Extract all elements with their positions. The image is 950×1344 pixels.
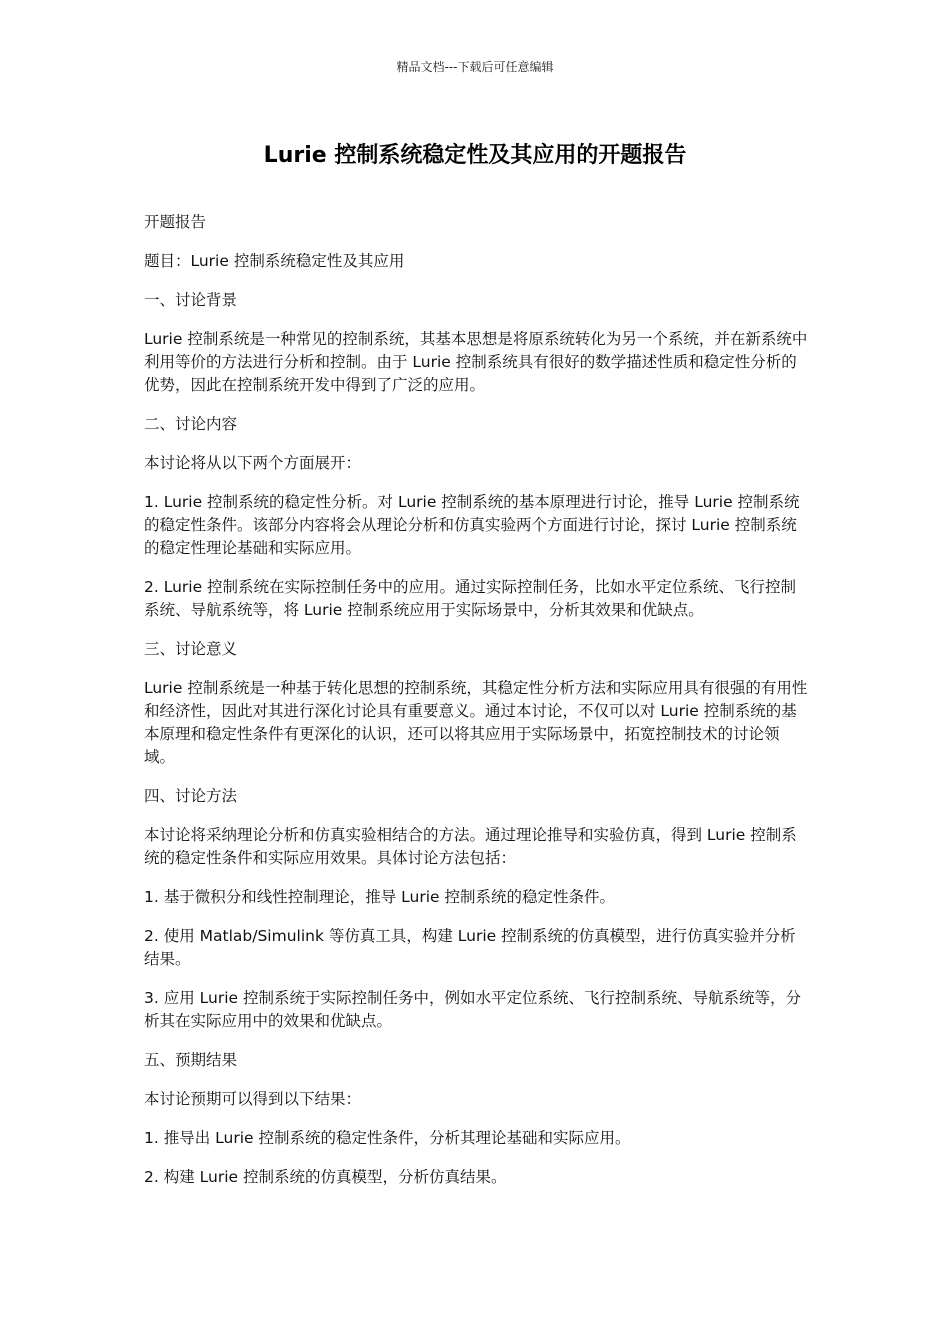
paragraph-results-item-1: 1. 推导出 Lurie 控制系统的稳定性条件，分析其理论基础和实际应用。 — [144, 1129, 631, 1147]
document-title: Lurie 控制系统稳定性及其应用的开题报告 — [263, 143, 687, 168]
section-heading-expected-results: 五、预期结果 — [144, 1051, 238, 1069]
section-heading-background: 一、讨论背景 — [144, 291, 238, 309]
paragraph-method-intro: 本讨论将采纳理论分析和仿真实验相结合的方法。通过理论推导和实验仿真，得到 Lurie 控制系统的稳定性条件和实际应用效果。具体讨论方法包括： — [144, 826, 797, 867]
paragraph-content-intro: 本讨论将从以下两个方面展开： — [144, 454, 362, 472]
document-body — [144, 211, 808, 1205]
paragraph-results-item-2: 2. 构建 Lurie 控制系统的仿真模型，分析仿真结果。 — [144, 1168, 507, 1186]
paragraph-method-item-3: 3. 应用 Lurie 控制系统于实际控制任务中，例如水平定位系统、飞行控制系统、导航系统等，分析其在实际应用中的效果和优缺点。 — [144, 989, 801, 1030]
section-heading-method: 四、讨论方法 — [144, 787, 238, 805]
section-heading-content: 二、讨论内容 — [144, 415, 238, 433]
section-heading-significance: 三、讨论意义 — [144, 640, 238, 658]
paragraph-content-item-1: 1. Lurie 控制系统的稳定性分析。对 Lurie 控制系统的基本原理进行讨论，推导 Lurie 控制系统的稳定性条件。该部分内容将会从理论分析和仿真实验两个方面进行讨论，探讨 Lurie 控制系统的稳定性理论基础和实际应用。 — [144, 493, 800, 557]
paragraph-method-item-2: 2. 使用 Matlab/Simulink 等仿真工具，构建 Lurie 控制系统的仿真模型，进行仿真实验并分析结果。 — [144, 927, 796, 968]
paragraph-content-item-2: 2. Lurie 控制系统在实际控制任务中的应用。通过实际控制任务，比如水平定位系统、飞行控制系统、导航系统等，将 Lurie 控制系统应用于实际场景中，分析其效果和优缺点。 — [144, 578, 797, 619]
header-note: 精品文档---下载后可任意编辑 — [396, 60, 554, 74]
paragraph-background: Lurie 控制系统是一种常见的控制系统，其基本思想是将原系统转化为另一个系统，并在新系统中利用等价的方法进行分析和控制。由于 Lurie 控制系统具有很好的数学描述性质和稳定性分析的优势，因此在控制系统开发中得到了广泛的应用。 — [144, 330, 808, 394]
paragraph-method-item-1: 1. 基于微积分和线性控制理论，推导 Lurie 控制系统的稳定性条件。 — [144, 888, 615, 906]
paragraph-significance: Lurie 控制系统是一种基于转化思想的控制系统，其稳定性分析方法和实际应用具有很强的有用性和经济性，因此对其进行深化讨论具有重要意义。通过本讨论，不仅可以对 Lurie 控制系统的基本原理和稳定性条件有更深化的认识，还可以将其应用于实际场景中，拓宽控制技术的讨论领域。 — [144, 679, 808, 766]
paragraph-topic: 题目：Lurie 控制系统稳定性及其应用 — [144, 252, 405, 270]
paragraph-report-label: 开题报告 — [144, 213, 207, 231]
paragraph-results-intro: 本讨论预期可以得到以下结果： — [144, 1090, 362, 1108]
